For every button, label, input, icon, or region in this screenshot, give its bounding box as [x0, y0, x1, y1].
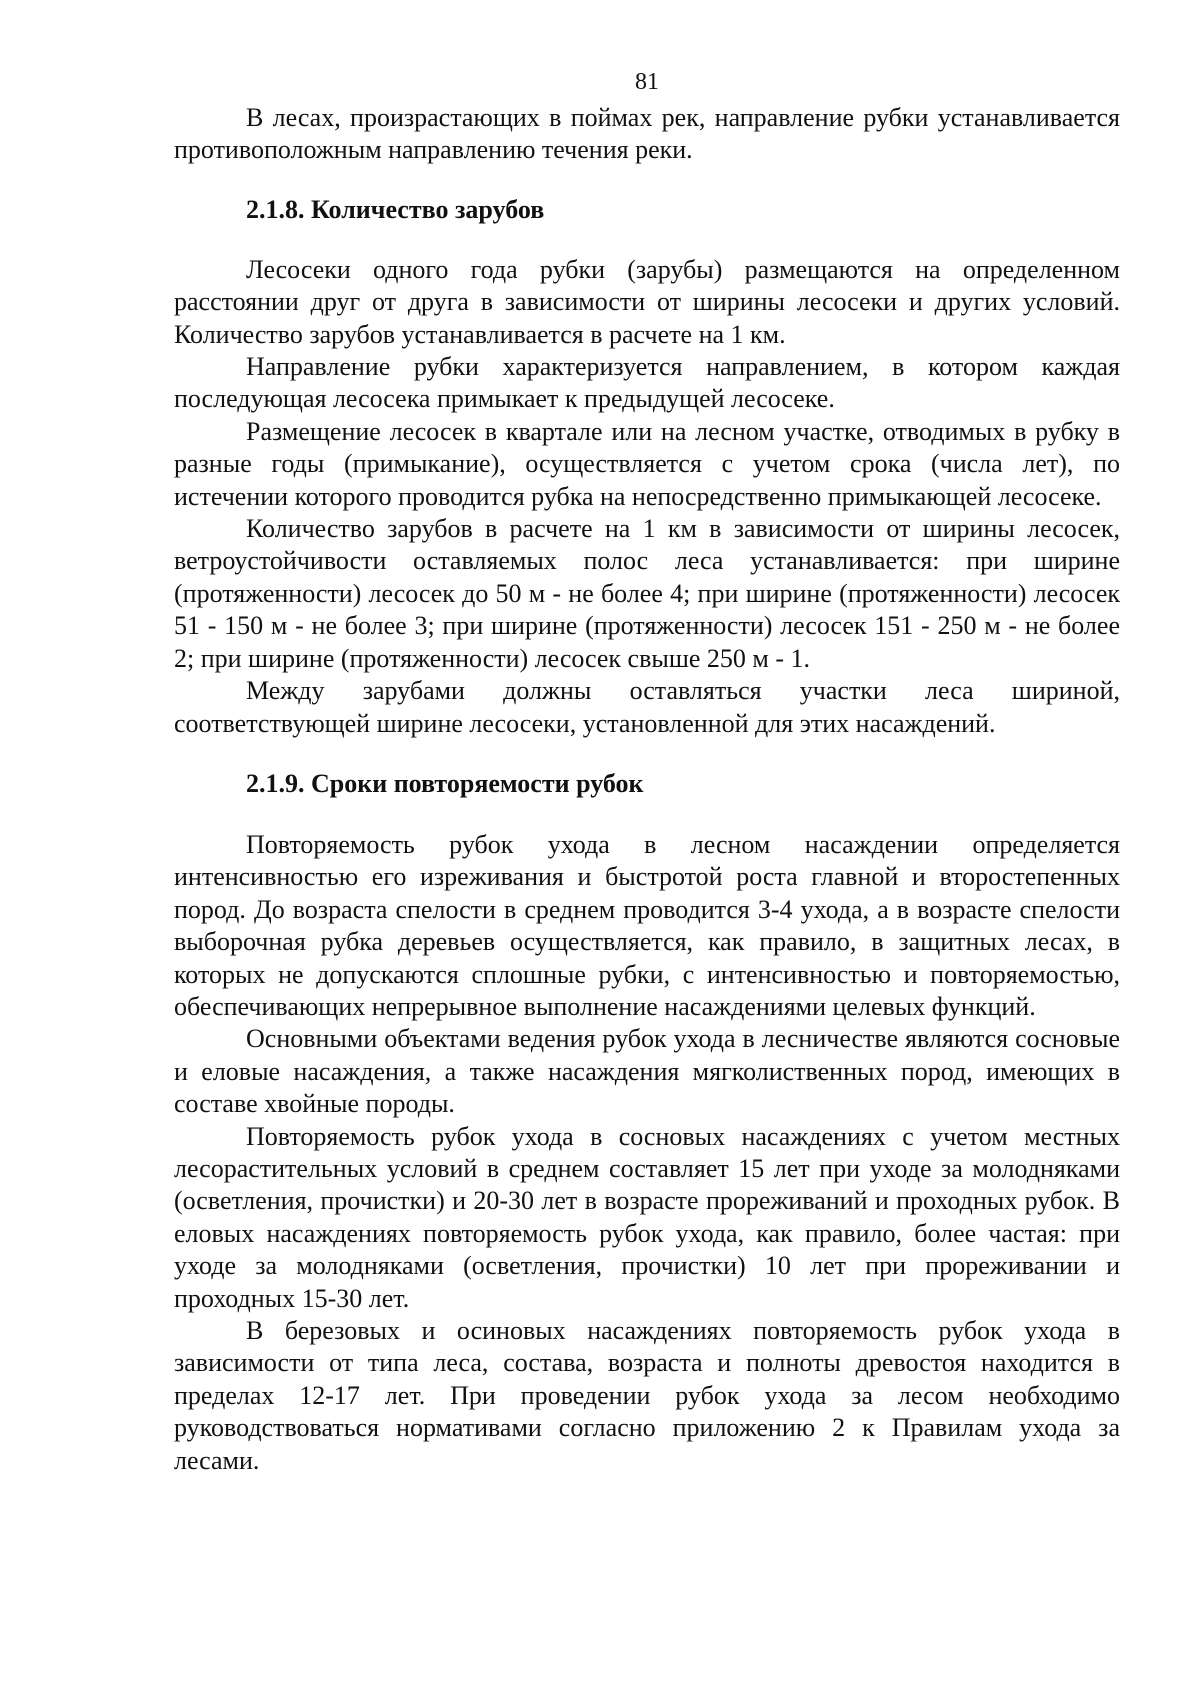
section-heading-2-1-9: 2.1.9. Сроки повторяемости рубок	[246, 768, 644, 798]
section-heading-2-1-8: 2.1.8. Количество зарубов	[246, 194, 545, 224]
paragraph: Направление рубки характеризуется направлением, в котором каждая последующая лесосека примыкает к предыдущей лесосеке.	[174, 352, 1120, 414]
paragraph: Повторяемость рубок ухода в сосновых насаждениях с учетом местных лесорастительных условий в среднем составляет 15 лет при уходе за молодняками (осветления, прочистки) и 20-30 лет в возрасте прореживаний и проходных рубок. В еловых насаждениях повторяемость рубок ухода, как правило, более частая: при уходе за молодняками (осветления, прочистки) 10 лет при прореживании и проходных 15-30 лет.	[174, 1121, 1120, 1313]
paragraph: Количество зарубов в расчете на 1 км в зависимости от ширины лесосек, ветроустойчивости оставляемых полос леса устанавливается: при ширине (протяженности) лесосек до 50 м - не более 4; при ширине (протяженности) лесосек 51 - 150 м - не более 3; при ширине (протяженности) лесосек 151 - 250 м - не более 2; при ширине (протяженности) лесосек свыше 250 м - 1.	[174, 514, 1120, 673]
page-number: 81	[635, 69, 659, 95]
intro-paragraph: В лесах, произрастающих в поймах рек, направление рубки устанавливается противоположным направлению течения реки.	[174, 103, 1120, 165]
paragraph: Между зарубами должны оставляться участки леса шириной, соответствующей ширине лесосеки, установленной для этих насаждений.	[174, 676, 1120, 738]
paragraph: Повторяемость рубок ухода в лесном насаждении определяется интенсивностью его изреживания и быстротой роста главной и второстепенных пород. До возраста спелости в среднем проводится 3-4 ухода, а в возрасте спелости выборочная рубка деревьев осуществляется, как правило, в защитных лесах, в которых не допускаются сплошные рубки, с интенсивностью и повторяемостью, обеспечивающих непрерывное выполнение насаждениями целевых функций.	[174, 829, 1120, 1021]
document-page	[174, 66, 1120, 1477]
paragraph: Размещение лесосек в квартале или на лесном участке, отводимых в рубку в разные годы (примыкание), осуществляется с учетом срока (числа лет), по истечении которого проводится рубка на непосредственно примыкающей лесосеке.	[174, 416, 1120, 511]
paragraph: Основными объектами ведения рубок ухода в лесничестве являются сосновые и еловые насаждения, а также насаждения мягколиственных пород, имеющих в составе хвойные породы.	[174, 1024, 1120, 1119]
paragraph: В березовых и осиновых насаждениях повторяемость рубок ухода в зависимости от типа леса, состава, возраста и полноты древостоя находится в пределах 12-17 лет. При проведении рубок ухода за лесом необходимо руководствоваться нормативами согласно приложению 2 к Правилам ухода за лесами.	[174, 1316, 1120, 1475]
paragraph: Лесосеки одного года рубки (зарубы) размещаются на определенном расстоянии друг от друга в зависимости от ширины лесосеки и других условий. Количество зарубов устанавливается в расчете на 1 км.	[174, 254, 1120, 349]
